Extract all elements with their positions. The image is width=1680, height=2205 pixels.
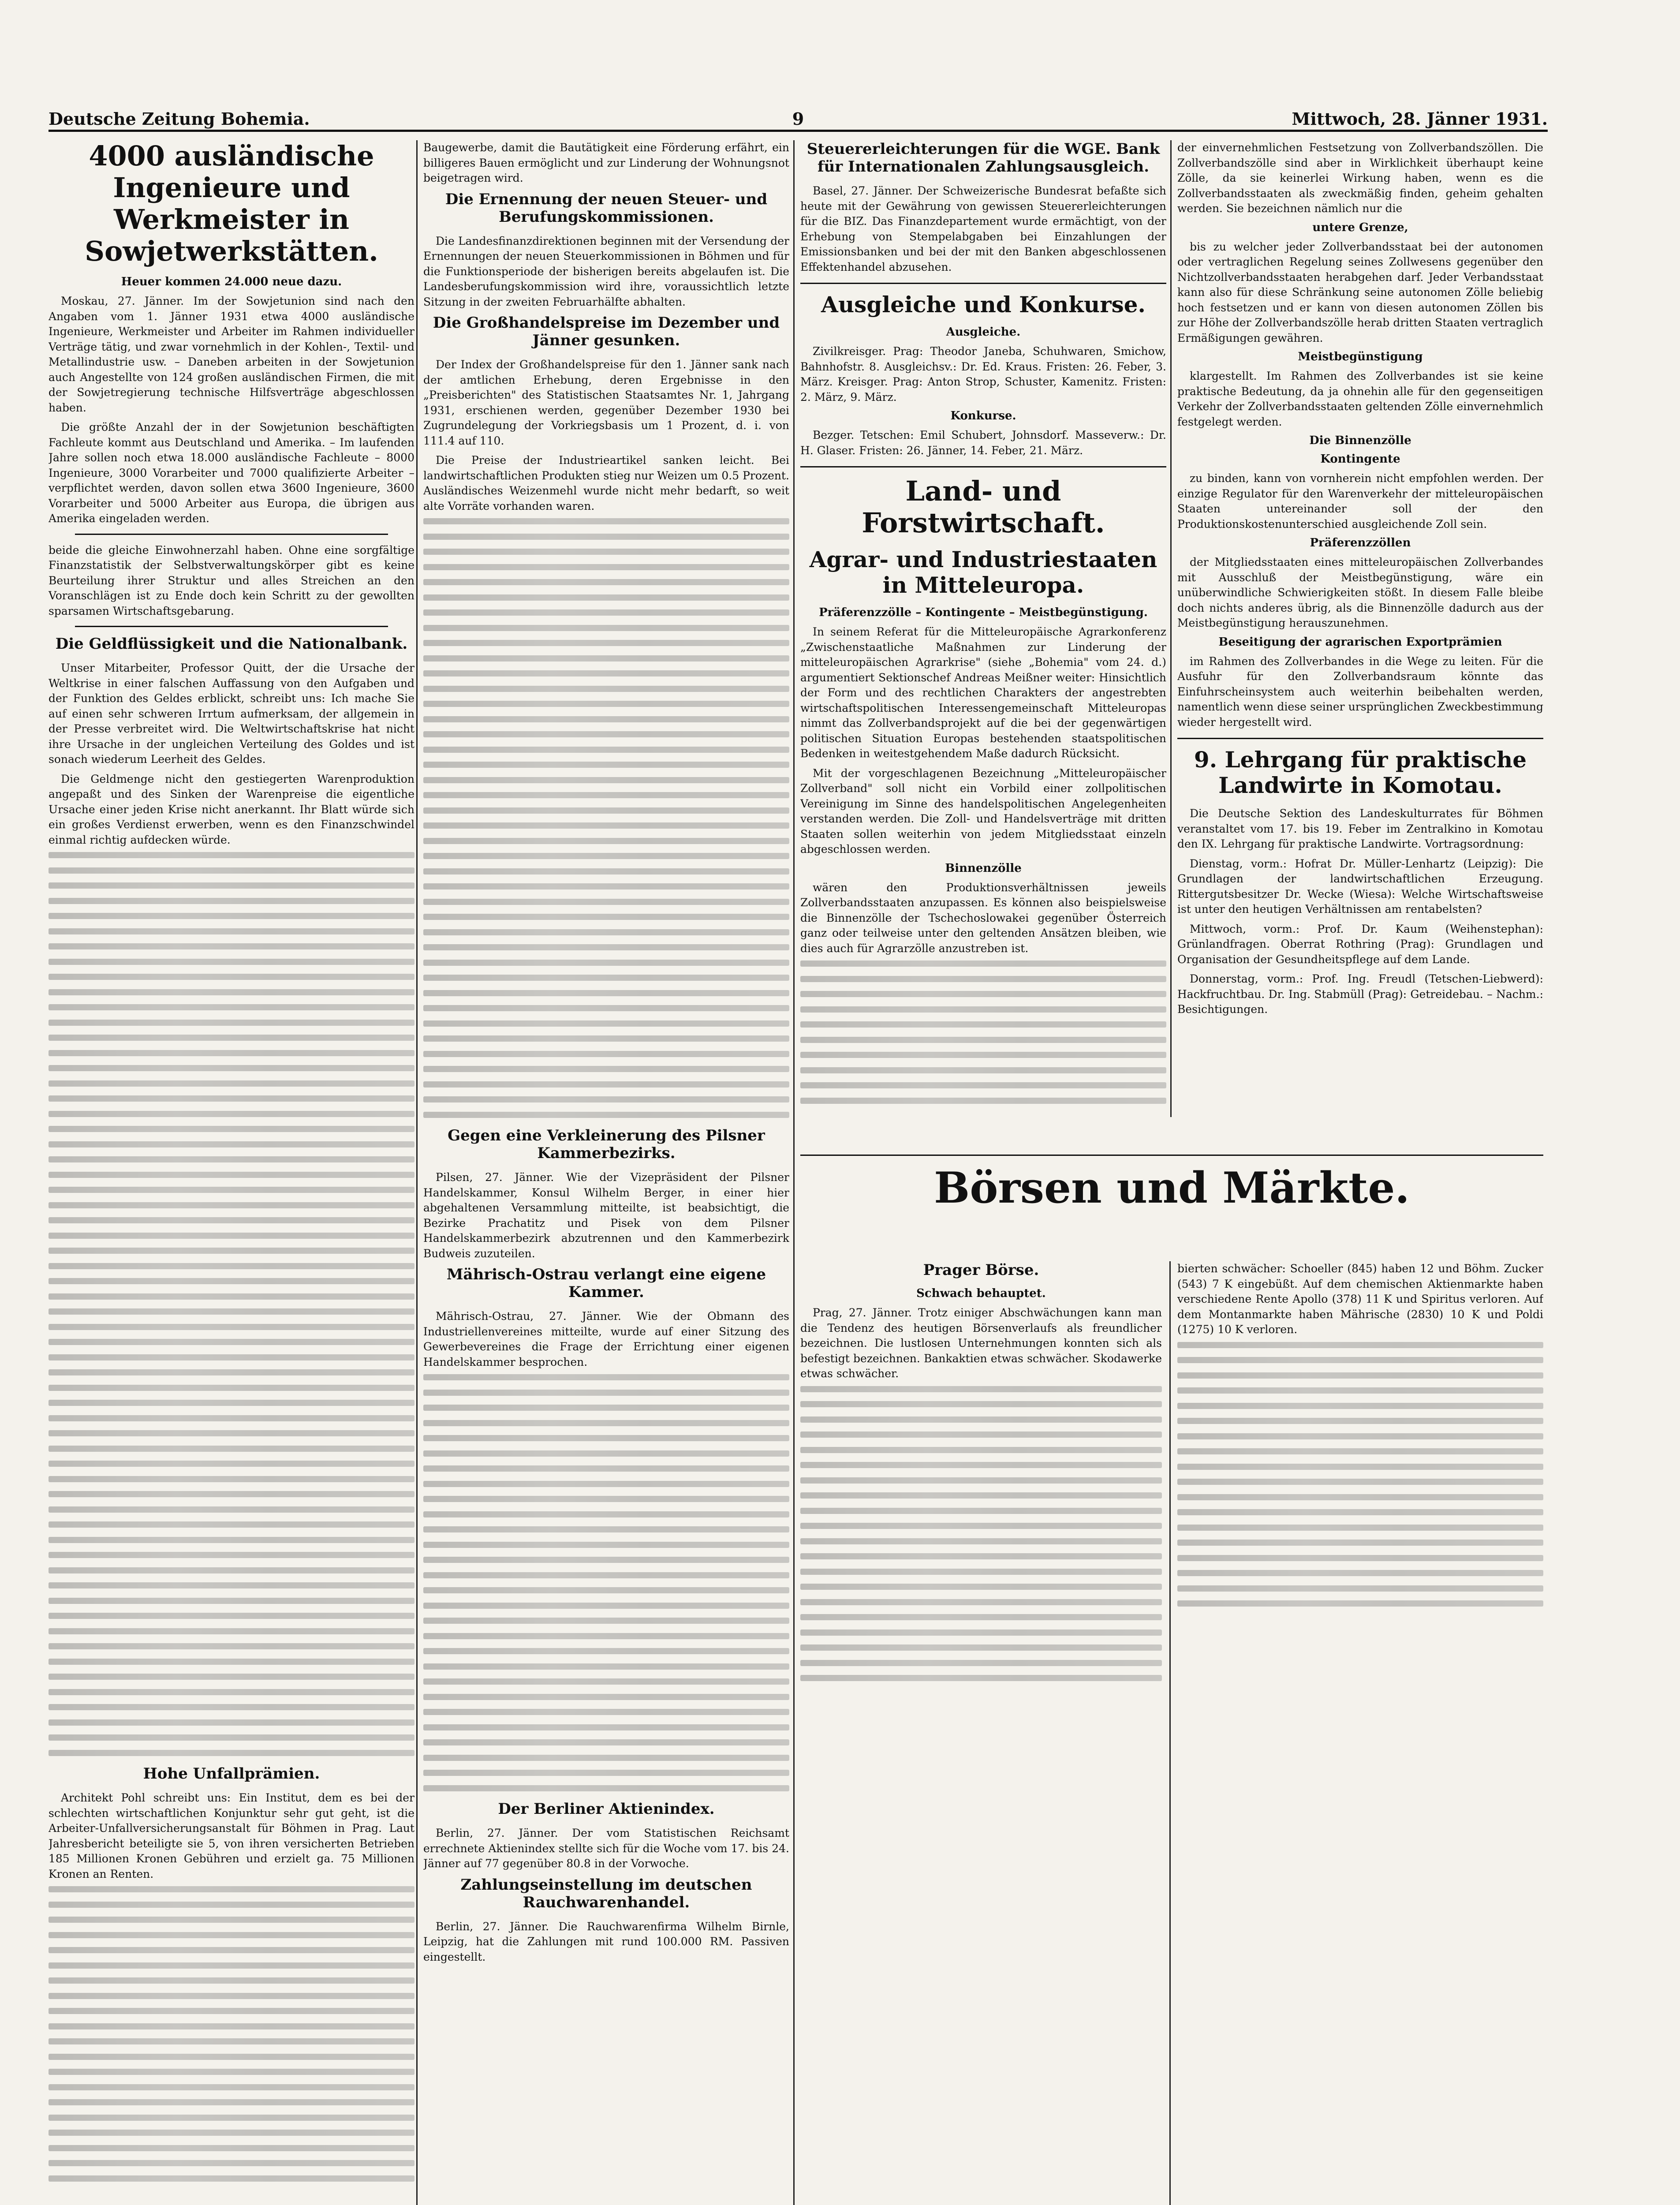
section-subhead: Kontingente	[1320, 452, 1400, 466]
article-paragraph: klargestellt. Im Rahmen des Zollverbandes ist sie keine praktische Bedeutung, da ja ohnehin alle für den gegenseitigen Verkehr der Zollverbandsstaaten geltenden Zölle einvernehmlich festgelegt werden.	[1177, 370, 1543, 428]
section-subhead: untere Grenze,	[1312, 220, 1408, 234]
article-paragraph: der Mitgliedsstaaten eines mitteleuropäischen Zollverbandes mit Ausschluß der Meistbegünstigung, wäre ein unüberwindliche Schwierigkeiten stößt. In diesem Falle bleibe doch nichts anderes übrig, als die Binnenzölle dadurch aus der Meistbegünstigung herauszunehmen.	[1177, 556, 1543, 629]
newspaper-name: Deutsche Zeitung Bohemia.	[49, 109, 310, 129]
page-number: 9	[792, 109, 804, 129]
markets-columns	[800, 1261, 1543, 2205]
divider	[800, 283, 1166, 284]
section-subhead: Beseitigung der agrarischen Exportprämien	[1218, 635, 1502, 649]
article-headline: Prager Börse.	[923, 1261, 1039, 1279]
article-paragraph: Die Preise der Industrieartikel sanken leicht. Bei landwirtschaftlichen Produkten stieg nur Weizen um 0.5 Prozent. Ausländisches Weizenmehl wurde nicht mehr bedarft, so weit alte Vorräte vorhanden waren.	[423, 454, 789, 512]
article-paragraph: Dienstag, vorm.: Hofrat Dr. Müller-Lenhartz (Leipzig): Die Grundlagen der landwirtschaftlichen Erzeugung. Rittergutsbesitzer Dr. Wecke (Wiesa): Welche Wirtschaftsweise ist unter den heutigen Verhältnissen am rentabelsten?	[1177, 857, 1543, 916]
article-paragraph: bierten schwächer: Schoeller (845) haben 12 und Böhm. Zucker (543) 7 K eingebüßt. Auf dem chemischen Aktienmarkte haben verschiedene Rente Apollo (378) 11 K und Spiritus verloren. Auf dem Montanmarkte haben Mährische (2830) 10 K und Poldi (1275) 10 K verloren.	[1177, 1262, 1543, 1336]
article-paragraph: Mit der vorgeschlagenen Bezeichnung „Mitteleuropäischer Zollverband" soll nicht ein Vorbild einer zollpolitischen Vereinigung im Sinne des handelspolitischen Angelegenheiten verstanden werden. Die Zoll- und Handelsverträge mit dritten Staaten sollen weiterhin von jedem Mitgliedsstaat einzeln abgeschlossen werden.	[800, 766, 1166, 856]
article-headline: Die Geldflüssigkeit und die Nationalbank.	[55, 635, 408, 653]
illegible-text-block	[423, 1374, 789, 1791]
section-subhead: Präferenzzöllen	[1310, 536, 1411, 549]
article-headline: 4000 ausländische Ingenieure und Werkmeister in Sowjetwerkstätten.	[85, 140, 378, 267]
article-paragraph: beide die gleiche Einwohnerzahl haben. Ohne eine sorgfältige Finanzstatistik der Selbstverwaltungskörper gibt es keine Beurteilung ihrer Struktur und alles Streichen an den Voranschlägen ist zu Ende doch kein Schritt zu der gewollten sparsamen Wirtschaftsgebarung.	[49, 543, 414, 617]
article-paragraph: zu binden, kann von vornherein nicht empfohlen werden. Der einzige Regulator für den Warenverkehr der mitteleuropäischen Staaten untereinander soll der den Produktionskostenunterschied ausgleichende Zoll sein.	[1177, 472, 1543, 531]
article-headline: Der Berliner Aktienindex.	[498, 1800, 715, 1818]
article-headline: Die Ernennung der neuen Steuer- und Berufungskommissionen.	[445, 190, 768, 226]
column-rule	[793, 140, 795, 2205]
article-paragraph: Donnerstag, vorm.: Prof. Ing. Freudl (Tetschen-Liebwerd): Hackfruchtbau. Dr. Ing. Stabmüll (Prag): Getreidebau. – Nachm.: Besichtigungen.	[1177, 972, 1543, 1016]
divider	[800, 466, 1166, 467]
page-header	[49, 108, 1548, 132]
column-rule	[1169, 1261, 1171, 2205]
divider	[75, 534, 388, 535]
column-4	[1177, 140, 1543, 1117]
article-paragraph: Mittwoch, vorm.: Prof. Dr. Kaum (Weihenstephan): Grünlandfragen. Oberrat Rothring (Prag): Grundlagen und Organisation der Gesundheitspflege auf dem Lande.	[1177, 922, 1543, 966]
article-headline: 9. Lehrgang für praktische Landwirte in Komotau.	[1194, 747, 1527, 798]
article-paragraph: Unser Mitarbeiter, Professor Quitt, der die Ursache der Weltkrise in einer falschen Auffassung von den Aufgaben und der Funktion des Geldes erblickt, schreibt uns: Ich mache Sie auf einen sehr schweren Irrtum aufmerksam, der allgemein in der Presse verbreitet wird. Die Weltwirtschaftskrise hat nicht ihre Ursache in der ungleichen Verteilung des Goldes und ist sonach wiederum Leerheit des Geldes.	[49, 662, 414, 766]
section-subhead: Binnenzölle	[945, 861, 1022, 875]
article-paragraph: Moskau, 27. Jänner. Im der Sowjetunion sind nach den Angaben vom 1. Jänner 1931 etwa 4000 ausländische Ingenieure, Werkmeister und Arbeiter im Rahmen individueller Verträge tätig, und zwar vornehmlich in der Kohlen-, Textil- und Metallindustrie usw. – Daneben arbeiten in der Sowjetunion auch Angestellte von 124 großen ausländischen Firmen, die mit der Sowjetregierung technische Hilfsverträge abgeschlossen haben.	[49, 295, 414, 414]
article-paragraph: wären den Produktionsverhältnissen jeweils Zollverbandsstaaten anzupassen. Es können also beispielsweise die Binnenzölle der Tschechoslowakei gegenüber Österreich ganz oder teilweise unter den geltenden Ansätzen bleiben, wie dies auch für Agrarzölle anzustreben ist.	[800, 881, 1166, 955]
column-rule	[1170, 140, 1172, 1117]
article-paragraph: Mährisch-Ostrau, 27. Jänner. Wie der Obmann des Industriellenvereines mitteilte, wurde auf einer Sitzung des Gewerbevereines die Frage der Errichtung einer eigenen Handelskammer besprochen.	[423, 1310, 789, 1368]
article-headline: Die Großhandelspreise im Dezember und Jänner gesunken.	[433, 314, 780, 349]
article-paragraph: In seinem Referat für die Mitteleuropäische Agrarkonferenz „Zwischenstaatliche Maßnahmen zur Linderung der mitteleuropäischen Agrarkrise" (siehe „Bohemia" vom 24. d.) argumentiert Sektionschef Andreas Meißner weiter: Hinsichtlich der Form und des rechtlichen Charakters der angestrebten wirtschaftspolitischen Interessengemeinschaft Mitteleuropas nimmt das Zollverbandsprojekt auf die bei der gegenwärtigen politischen Situation Europas bestehenden staatspolitischen Bedenken in weitestgehendem Maße dadurch Rücksicht.	[800, 625, 1166, 760]
divider	[1177, 738, 1543, 739]
markets-column-left	[800, 1261, 1162, 1690]
article-paragraph: Der Index der Großhandelspreise für den 1. Jänner sank nach der amtlichen Erhebung, deren Ergebnisse in den „Preisberichten" des Statistischen Staatsamtes Nr. 1, Jahrgang 1931, erschienen werden, gegenüber Dezember 1930 bei Zugrundelegung der Vorkriegsbasis um 1 Prozent, d. i. von 111.4 auf 110.	[423, 358, 789, 447]
article-paragraph: Bezger. Tetschen: Emil Schubert, Johnsdorf. Masseverw.: Dr. H. Glaser. Fristen: 26. Jänner, 14. Feber, 21. März.	[800, 429, 1166, 457]
article-paragraph: der einvernehmlichen Festsetzung von Zollverbandszöllen. Die Zollverbandszölle sind aber in Wirklichkeit überhaupt keine Zölle, da sie keinerlei Wirkung haben, wenn es die Zollverbandsstaaten als zweckmäßig finden, geheim gehalten werden. Sie bezeichnen nämlich nur die	[1177, 141, 1543, 215]
issue-date: Mittwoch, 28. Jänner 1931.	[1292, 109, 1548, 129]
column-2	[423, 140, 789, 2205]
article-paragraph: Architekt Pohl schreibt uns: Ein Institut, dem es bei der schlechten wirtschaftlichen Konjunktur sehr gut geht, ist die Arbeiter-Unfallversicherungsanstalt für Böhmen in Prag. Laut Jahresbericht beteiligte sie 5, von ihren versicherten Betrieben 185 Millionen Kronen Gebühren und erzielt ga. 75 Millionen Kronen an Renten.	[49, 1791, 414, 1880]
article-paragraph: Die größte Anzahl der in der Sowjetunion beschäftigten Fachleute kommt aus Deutschland und Amerika. – Im laufenden Jahre sollen noch etwa 18.000 ausländische Fachleute – 8000 Ingenieure, 3000 Vorarbeiter und 7000 qualifizierte Arbeiter – verpflichtet werden, davon sollen etwa 3600 Ingenieure, 3600 Vorarbeiter und 5000 Arbeiter aus Europa, die übrigen aus Amerika eingeladen werden.	[49, 421, 414, 525]
article-headline: Mährisch-Ostrau verlangt eine eigene Kammer.	[446, 1266, 766, 1301]
illegible-text-block	[423, 518, 789, 1118]
article-headline: Hohe Unfallprämien.	[143, 1765, 320, 1783]
column-1	[49, 140, 414, 2205]
article-headline: Steuererleichterungen für die WGE. Bank für Internationalen Zahlungsausgleich.	[806, 140, 1160, 176]
article-paragraph: Die Geldmenge nicht den gestiegerten Warenproduktion angepaßt und des Sinken der Warenpreise die eigentliche Ursache einer jeden Krise nicht anerkannt. Ihr Blatt würde sich ein großes Verdienst erwerben, wenn es den Finanzschwindel einmal richtig aufdecken würde.	[49, 772, 414, 846]
article-paragraph: im Rahmen des Zollverbandes in die Wege zu leiten. Für die Ausfuhr für den Zollverbandsraum könnte das Einfuhrscheinsystem auch weiterhin beibehalten werden, namentlich wenn diese seiner ursprünglichen Zweckbestimmung wieder hergestellt wird.	[1177, 654, 1543, 729]
section-subhead: Konkurse.	[950, 409, 1016, 422]
divider	[800, 1155, 1543, 1156]
section-headline: Börsen und Märkte.	[934, 1163, 1410, 1213]
article-headline: Zahlungseinstellung im deutschen Rauchwarenhandel.	[460, 1876, 752, 1911]
article-paragraph: Baugewerbe, damit die Bautätigkeit eine Förderung erfährt, ein billigeres Bauen ermöglicht und zur Linderung der Wohnungsnot beigetragen wird.	[423, 141, 789, 184]
section-headline: Ausgleiche und Konkurse.	[821, 292, 1146, 318]
article-paragraph: bis zu welcher jeder Zollverbandsstaat bei der autonomen oder vertraglichen Regelung seines Zollwesens gegenüber den Nichtzollverbandsstaaten herabgehen darf. Jeder Verbandsstaat kann also für diese Schränkung seine autonomen Zölle beliebig hoch festsetzen und er kann von diesen autonomen Zöllen bis zur Höhe der Zollverbandszölle herab dritten Staaten vertraglich Ermäßigungen gewähren.	[1177, 240, 1543, 344]
markets-column-right	[1177, 1261, 1543, 1616]
illegible-text-block	[800, 960, 1166, 1104]
article-paragraph: Pilsen, 27. Jänner. Wie der Vizepräsident der Pilsner Handelskammer, Konsul Wilhelm Berger, in einer hier abgehaltenen Versammlung mitteilte, ist beabsichtigt, die Bezirke Prachatitz und Pisek von dem Pilsner Handelskammerbezirk abzutrennen und den Kammerbezirk Budweis zuzuteilen.	[423, 1171, 789, 1260]
section-headline: Land- und Forstwirtschaft.	[862, 475, 1105, 539]
article-paragraph: Basel, 27. Jänner. Der Schweizerische Bundesrat befaßte sich heute mit der Gewährung von gewissen Steuererleichterungen für die BIZ. Das Finanzdepartement wurde ermächtigt, von der Erhebung von Stempelabgaben bei Einzahlungen der Emissionsbanken und bei der mit den Banken abgeschlossenen Effektenhandel abzusehen.	[800, 184, 1166, 273]
section-subhead: Ausgleiche.	[946, 325, 1021, 339]
article-paragraph: Zivilkreisger. Prag: Theodor Janeba, Schuhwaren, Smichow, Bahnhofstr. 8. Ausgleichsv.: Dr. Ed. Kraus. Fristen: 26. Feber, 3. März. Kreisger. Prag: Anton Strop, Schuster, Kamenitz. Fristen: 2. März, 9. März.	[800, 345, 1166, 404]
markets-section	[800, 1147, 1543, 1216]
illegible-text-block	[49, 852, 414, 1756]
illegible-text-block	[800, 1386, 1162, 1682]
divider	[75, 626, 388, 627]
article-paragraph: Die Landesfinanzdirektionen beginnen mit der Versendung der Ernennungen der neuen Steuerkommissionen in Böhmen und für die Funktionsperiode der bisherigen bereits abgelaufen ist. Die Landesberufungskommission wird ihre, voraussichtlich letzte Sitzung in der zweiten Februarhälfte abhalten.	[423, 234, 789, 308]
article-subhead: Präferenzzölle – Kontingente – Meistbegünstigung.	[819, 606, 1148, 619]
column-rule	[416, 140, 418, 2205]
article-subhead: Heuer kommen 24.000 neue dazu.	[121, 275, 342, 288]
section-subhead: Meistbegünstigung	[1298, 350, 1423, 363]
article-paragraph: Berlin, 27. Jänner. Der vom Statistischen Reichsamt errechnete Aktienindex stellte sich für die Woche vom 17. bis 24. Jänner auf 77 gegenüber 80.8 in der Vorwoche.	[423, 1827, 789, 1870]
article-subhead: Schwach behauptet.	[916, 1287, 1046, 1300]
article-paragraph: Berlin, 27. Jänner. Die Rauchwarenfirma Wilhelm Birnle, Leipzig, hat die Zahlungen mit rund 100.000 RM. Passiven eingestellt.	[423, 1920, 789, 1963]
section-subhead: Die Binnenzölle	[1309, 434, 1411, 447]
article-paragraph: Prag, 27. Jänner. Trotz einiger Abschwächungen kann man die Tendenz des heutigen Börsenverlaufs als freundlicher bezeichnen. Die lustlosen Unternehmungen konnten sich als befestigt bezeichnen. Bankaktien etwas schwächer. Skodawerke etwas schwächer.	[800, 1306, 1162, 1380]
illegible-text-block	[1177, 1342, 1543, 1607]
illegible-text-block	[49, 1886, 414, 2182]
article-paragraph: Die Deutsche Sektion des Landeskulturrates für Böhmen veranstaltet vom 17. bis 19. Feber im Zentralkino in Komotau den IX. Lehrgang für praktische Landwirte. Vortragsordnung:	[1177, 807, 1543, 850]
column-3	[800, 140, 1166, 1117]
article-headline: Gegen eine Verkleinerung des Pilsner Kammerbezirks.	[448, 1127, 765, 1162]
article-headline: Agrar- und Industriestaaten in Mitteleuropa.	[809, 546, 1157, 598]
